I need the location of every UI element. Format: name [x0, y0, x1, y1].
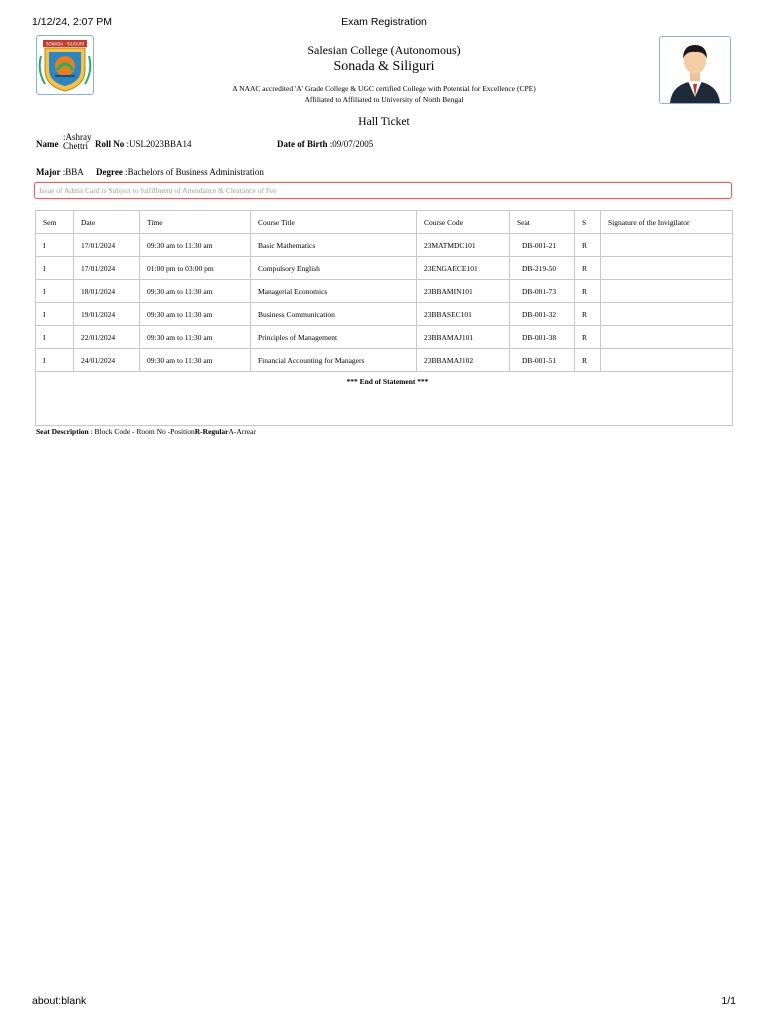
college-places: Sonada & Siliguri: [333, 59, 435, 74]
dob-field: [277, 139, 373, 149]
cell-sem: I: [36, 349, 74, 372]
cell-signature: [601, 257, 733, 280]
table-row: [36, 349, 733, 372]
cell-status: R: [575, 234, 601, 257]
cell-status: R: [575, 280, 601, 303]
cell-date: 17/01/2024: [74, 257, 140, 280]
cell-course-code: 23BBAMAJ101: [417, 326, 510, 349]
name-label: Name: [36, 139, 59, 149]
dob-label: Date of Birth: [277, 139, 328, 149]
cell-course-title: Basic Mathematics: [251, 234, 417, 257]
table-row: [36, 326, 733, 349]
cell-seat: DB-001-51: [510, 349, 575, 372]
cell-date: 22/01/2024: [74, 326, 140, 349]
cell-course-title: Financial Accounting for Managers: [251, 349, 417, 372]
cell-course-title: Business Communication: [251, 303, 417, 326]
cell-date: 19/01/2024: [74, 303, 140, 326]
affiliation-text: Affiliated to Affiliated to University of North Bengal: [304, 95, 464, 104]
table-row: [36, 234, 733, 257]
college-crest-icon: [36, 35, 94, 95]
cell-time: 09:30 am to 11:30 am: [140, 280, 251, 303]
cell-course-title: Compulsory English: [251, 257, 417, 280]
name-value-line2: Chettri: [63, 141, 88, 151]
student-avatar-icon: [659, 36, 731, 104]
cell-status: R: [575, 303, 601, 326]
cell-signature: [601, 326, 733, 349]
col-header-signature: Signature of the Invigilator: [601, 211, 733, 234]
cell-course-code: 23BBASEC101: [417, 303, 510, 326]
logo-banner-text: SONADA · SILIGURI: [45, 41, 85, 47]
name-value-line1: :Ashray: [63, 132, 92, 142]
cell-date: 17/01/2024: [74, 234, 140, 257]
col-header-sem: Sem: [36, 211, 74, 234]
table-header-row: [36, 211, 733, 234]
cell-status: R: [575, 326, 601, 349]
roll-field: [95, 139, 192, 149]
college-name: Salesian College (Autonomous): [307, 43, 461, 57]
cell-time: 09:30 am to 11:30 am: [140, 234, 251, 257]
seat-description-label: Seat Description: [36, 427, 89, 436]
cell-date: 24/01/2024: [74, 349, 140, 372]
cell-status: R: [575, 349, 601, 372]
print-header: [32, 16, 736, 30]
cell-time: 09:30 am to 11:30 am: [140, 326, 251, 349]
end-of-statement-row: [36, 372, 733, 426]
cell-time: 09:30 am to 11:30 am: [140, 303, 251, 326]
print-page-number: 1/1: [721, 995, 736, 1007]
cell-signature: [601, 280, 733, 303]
col-header-time: Time: [140, 211, 251, 234]
cell-time: 01:00 pm to 03:00 pm: [140, 257, 251, 280]
degree-field: [96, 167, 264, 177]
seat-description: [36, 427, 256, 436]
cell-seat: DB-001-73: [510, 280, 575, 303]
cell-sem: I: [36, 280, 74, 303]
major-value: :BBA: [62, 167, 84, 177]
seat-arrear-code: A-Arrear: [228, 427, 256, 436]
col-header-status: S: [575, 211, 601, 234]
table-row: [36, 280, 733, 303]
roll-value: :USL2023BBA14: [126, 139, 192, 149]
cell-seat: DB-219-50: [510, 257, 575, 280]
cell-signature: [601, 303, 733, 326]
col-header-course-code: Course Code: [417, 211, 510, 234]
cell-seat: DB-001-38: [510, 326, 575, 349]
print-url: about:blank: [32, 995, 87, 1007]
fee-notice: Issue of Admit Card is Subject to fulfillment of Attendance & Clearance of Fee: [34, 182, 732, 199]
col-header-seat: Seat: [510, 211, 575, 234]
cell-time: 09:30 am to 11:30 am: [140, 349, 251, 372]
name-value: [63, 133, 93, 151]
cell-sem: I: [36, 257, 74, 280]
cell-course-title: Principles of Management: [251, 326, 417, 349]
cell-sem: I: [36, 326, 74, 349]
col-header-course-title: Course Title: [251, 211, 417, 234]
major-label: Major: [36, 167, 61, 177]
seat-description-text: : Block Code - Room No -Position: [88, 427, 195, 436]
cell-signature: [601, 234, 733, 257]
cell-sem: I: [36, 234, 74, 257]
cell-seat: DB-001-32: [510, 303, 575, 326]
seat-regular-code: R-Regular: [194, 427, 229, 436]
cell-sem: I: [36, 303, 74, 326]
print-datetime: 1/12/24, 2:07 PM: [32, 16, 112, 28]
cell-date: 18/01/2024: [74, 280, 140, 303]
cell-course-code: 23BBAMAJ102: [417, 349, 510, 372]
cell-course-code: 23MATMDC101: [417, 234, 510, 257]
college-accreditation: [160, 83, 608, 105]
col-header-date: Date: [74, 211, 140, 234]
major-field: [36, 167, 84, 177]
cell-status: R: [575, 257, 601, 280]
cell-seat: DB-001-21: [510, 234, 575, 257]
hall-ticket-title: Hall Ticket: [358, 116, 410, 128]
degree-value: :Bachelors of Business Administration: [125, 167, 264, 177]
roll-label: Roll No: [95, 139, 125, 149]
exam-schedule-table: [35, 210, 733, 426]
end-of-statement: *** End of Statement ***: [36, 372, 733, 426]
cell-signature: [601, 349, 733, 372]
table-row: [36, 303, 733, 326]
dob-value: :09/07/2005: [329, 139, 374, 149]
accreditation-text: A NAAC accredited 'A' Grade College & UGC certified College with Potential for Excellence (CPE): [232, 84, 536, 93]
degree-label: Degree: [96, 167, 123, 177]
print-title: Exam Registration: [341, 16, 427, 28]
cell-course-code: 23ENGAECE101: [417, 257, 510, 280]
cell-course-title: Managerial Economics: [251, 280, 417, 303]
cell-course-code: 23BBAMIN101: [417, 280, 510, 303]
table-row: [36, 257, 733, 280]
